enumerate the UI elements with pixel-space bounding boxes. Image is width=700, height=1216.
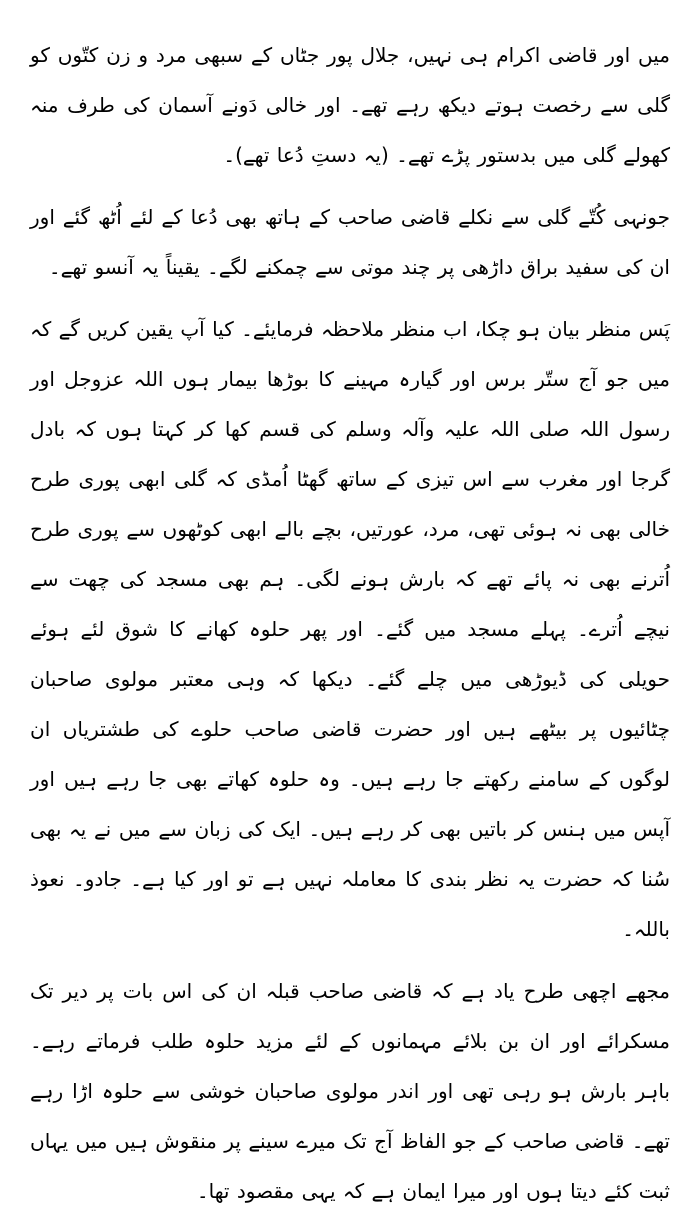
paragraph-4: مجھے اچھی طرح یاد ہے کہ قاضی صاحب قبلہ ان کی اس بات پر دیر تک مسکرائے اور ان بن بلائے مہمانوں کے لئے مزید حلوہ طلب فرماتے رہے۔ باہر بارش ہو رہی تھی اور اندر مولوی صاحبان خوشی سے حلوہ اڑا رہے تھے۔ قاضی صاحب کے جو الفاظ آج تک میرے سینے پر منقوش ہیں میں یہاں ثبت کئے دیتا ہوں اور میرا ایمان ہے کہ یہی مقصود تھا۔ — [30, 979, 670, 1203]
paragraph-2: جونہی کُتّے گلی سے نکلے قاضی صاحب کے ہاتھ بھی دُعا کے لئے اُٹھ گئے اور ان کی سفید براق داڑھی پر چند موتی سے چمکنے لگے۔ یقیناً یہ آنسو تھے۔ — [30, 205, 670, 279]
paragraph-3: پَس منظر بیان ہو چکا، اب منظر ملاحظہ فرمایئے۔ کیا آپ یقین کریں گے کہ میں جو آج ستّر برس اور گیارہ مہینے کا بوڑھا بیمار ہوں اللہ عزوجل اور رسول اللہ صلی اللہ علیہ وآلہ وسلم کی قسم کھا کر کہتا ہوں کہ بادل گرجا اور مغرب سے اس تیزی کے ساتھ گھٹا اُمڈی کہ گلی ابھی پوری طرح خالی بھی نہ ہوئی تھی، مرد، عورتیں، بچے بالے ابھی کوٹھوں سے پوری طرح اُترنے بھی نہ پائے تھے کہ بارش ہونے لگی۔ ہم بھی مسجد کی چھت سے نیچے اُترے۔ پہلے مسجد میں گئے۔ اور پھر حلوہ کھانے کا شوق لئے ہوئے حویلی کی ڈیوڑھی میں چلے گئے۔ دیکھا کہ وہی معتبر مولوی صاحبان چٹائیوں پر بیٹھے ہیں اور حضرت قاضی صاحب حلوے کی طشتریاں ان لوگوں کے سامنے رکھتے جا رہے ہیں۔ وہ حلوہ کھاتے بھی جا رہے ہیں اور آپس میں ہنس کر باتیں بھی کر رہے ہیں۔ ایک کی زبان سے میں نے یہ بھی سُنا کہ حضرت یہ نظر بندی کا معاملہ نہیں ہے تو اور کیا ہے۔ جادو۔ نعوذ باللہ۔ — [30, 317, 670, 941]
paragraph-1: میں اور قاضی اکرام ہی نہیں، جلال پور جٹاں کے سبھی مرد و زن کتّوں کو گلی سے رخصت ہوتے دیکھ رہے تھے۔ اور خالی دَونے آسمان کی طرف منہ کھولے گلی میں بدستور پڑے تھے۔ (یہ دستِ دُعا تھے)۔ — [30, 43, 670, 167]
